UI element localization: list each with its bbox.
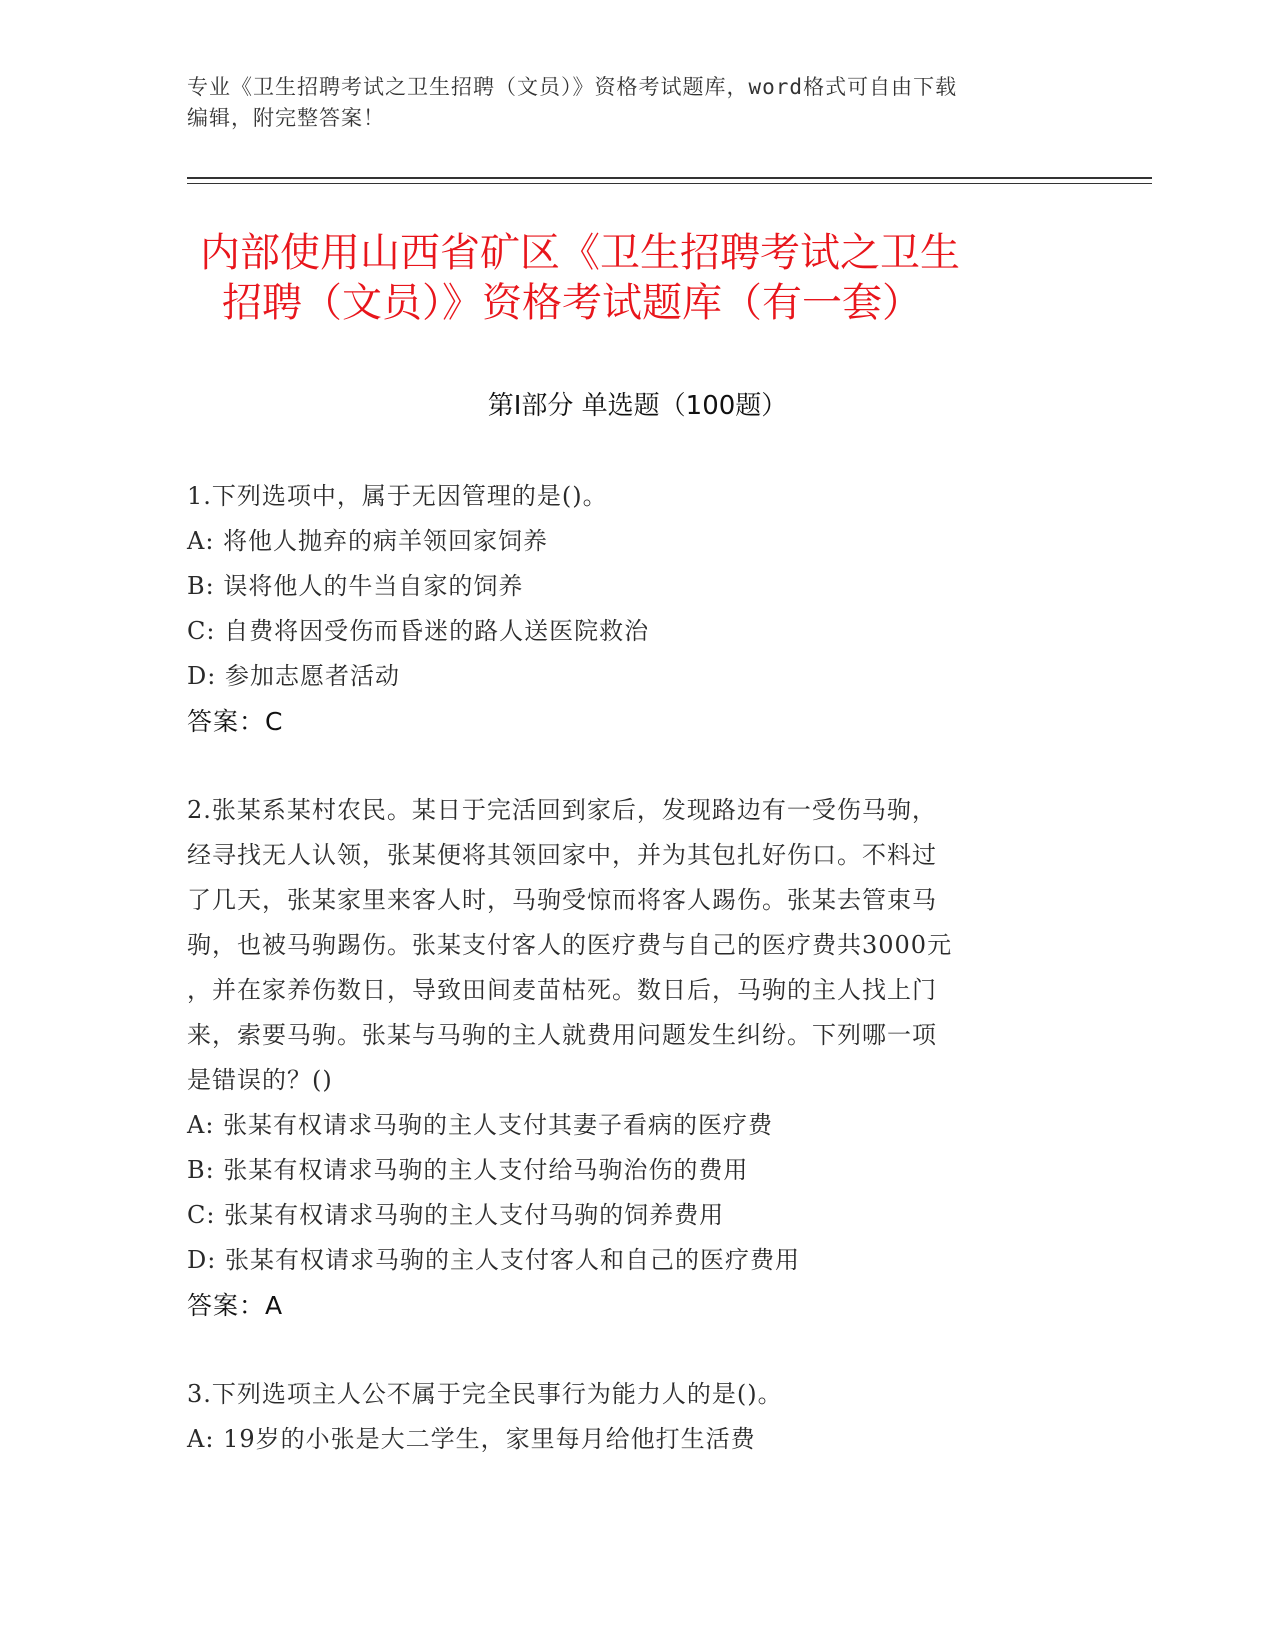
question — [187, 1372, 1067, 1462]
option-b — [187, 564, 1067, 609]
spacer — [187, 744, 1067, 788]
header-note-line: 编辑，附完整答案！ — [187, 106, 385, 130]
answer-line: 答案：A — [187, 1291, 284, 1320]
question-stem: 驹，也被马驹踢伤。张某支付客人的医疗费与自己的医疗费共3000元 — [187, 931, 953, 959]
option-a — [187, 519, 1067, 564]
option-text: 19岁的小张是大二学生，家里每月给他打生活费 — [223, 1425, 756, 1453]
question-stem: 2.张某系某村农民。某日于完活回到家后，发现路边有一受伤马驹， — [187, 796, 937, 824]
option-key: B: — [187, 1156, 215, 1184]
option-d — [187, 654, 1067, 699]
option-key: B: — [187, 572, 215, 600]
question-stem: 3.下列选项主人公不属于完全民事行为能力人的是()。 — [187, 1380, 783, 1408]
question-stem: 了几天，张某家里来客人时，马驹受惊而将客人踢伤。张某去管束马 — [187, 886, 937, 914]
header-note-line: 专业《卫生招聘考试之卫生招聘（文员）》资格考试题库，word格式可自由下载 — [187, 75, 958, 99]
option-key: A: — [187, 527, 215, 555]
option-text: 张某有权请求马驹的主人支付其妻子看病的医疗费 — [223, 1111, 774, 1139]
question-stem: 经寻找无人认领，张某便将其领回家中，并为其包扎好伤口。不料过 — [187, 841, 937, 869]
question-stem: 来，索要马驹。张某与马驹的主人就费用问题发生纠纷。下列哪一项 — [187, 1021, 937, 1049]
option-text: 误将他人的牛当自家的饲养 — [223, 572, 524, 600]
spacer — [187, 1328, 1067, 1372]
option-c — [187, 609, 1067, 654]
option-key: A: — [187, 1425, 215, 1453]
option-c — [187, 1193, 1067, 1238]
question — [187, 788, 1067, 1328]
option-text: 张某有权请求马驹的主人支付给马驹治伤的费用 — [223, 1156, 749, 1184]
document-title-line: 内部使用山西省矿区《卫生招聘考试之卫生 — [200, 230, 960, 276]
section-heading: 第Ⅰ部分 单选题（100题） — [487, 391, 788, 421]
option-text: 张某有权请求马驹的主人支付客人和自己的医疗费用 — [224, 1246, 800, 1274]
option-text: 参加志愿者活动 — [224, 662, 400, 690]
question-stem: 1.下列选项中，属于无因管理的是()。 — [187, 482, 608, 510]
option-key: C: — [187, 1201, 216, 1229]
option-key: A: — [187, 1111, 215, 1139]
option-text: 张某有权请求马驹的主人支付马驹的饲养费用 — [224, 1201, 725, 1229]
option-a — [187, 1103, 1067, 1148]
question-list — [187, 474, 1067, 1462]
question — [187, 474, 1067, 744]
document-title — [200, 228, 1090, 328]
option-a — [187, 1417, 1067, 1462]
document-title-line: 招聘（文员）》资格考试题库（有一套） — [222, 280, 922, 326]
question-stem: 是错误的？() — [187, 1066, 333, 1094]
header-divider-thick — [187, 177, 1152, 179]
option-b — [187, 1148, 1067, 1193]
option-key: C: — [187, 617, 216, 645]
option-text: 将他人抛弃的病羊领回家饲养 — [223, 527, 549, 555]
option-d — [187, 1238, 1067, 1283]
option-key: D: — [187, 662, 217, 690]
header-divider-thin — [187, 183, 1152, 184]
option-key: D: — [187, 1246, 217, 1274]
question-stem: ，并在家养伤数日，导致田间麦苗枯死。数日后，马驹的主人找上门 — [187, 976, 937, 1004]
option-text: 自费将因受伤而昏迷的路人送医院救治 — [224, 617, 650, 645]
answer-line: 答案：C — [187, 707, 284, 736]
header-note — [187, 72, 1067, 134]
